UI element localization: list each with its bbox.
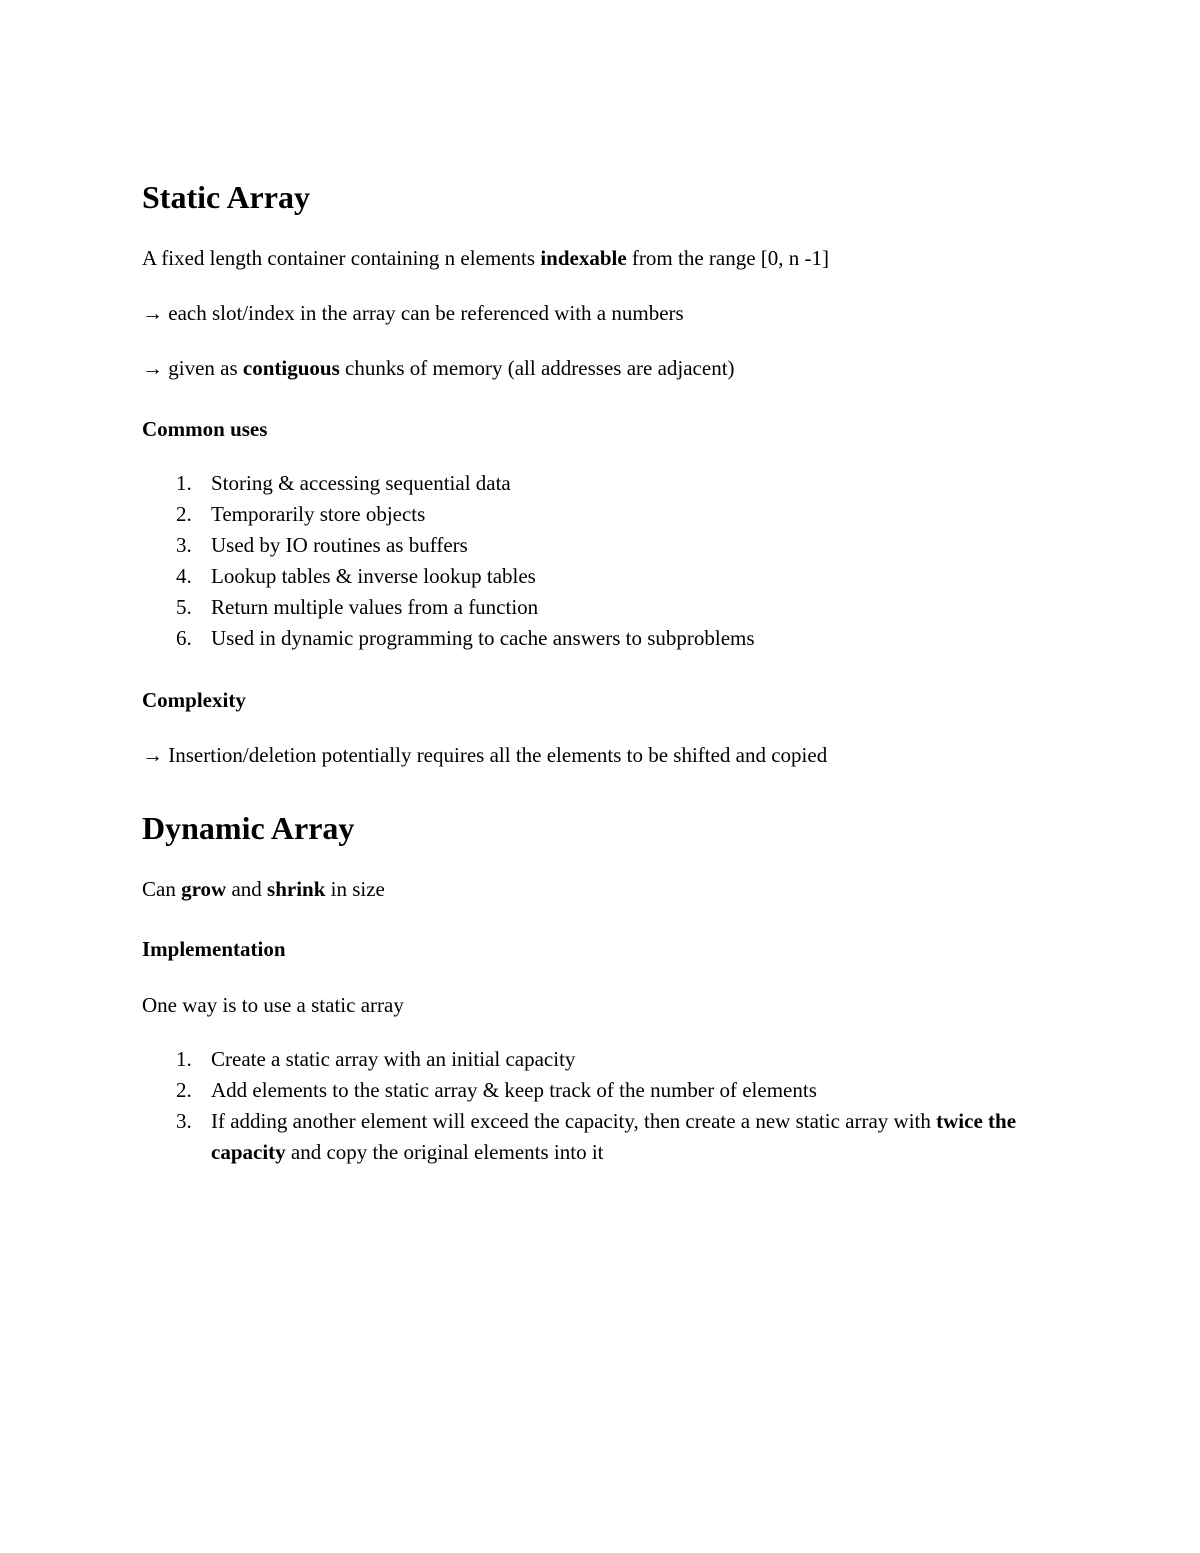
- static-array-note-contiguous: → given as contiguous chunks of memory (all addresses are adjacent): [142, 356, 735, 380]
- static-array-note-index: → each slot/index in the array can be referenced with a numbers: [142, 301, 684, 325]
- list-item: 1. Create a static array with an initial capacity: [176, 1047, 576, 1071]
- list-item: 5. Return multiple values from a function: [176, 595, 539, 619]
- static-array-definition: A fixed length container containing n elements indexable from the range [0, n -1]: [142, 246, 830, 270]
- list-item: 6. Used in dynamic programming to cache answers to subproblems: [176, 626, 755, 650]
- common-uses-heading: Common uses: [142, 417, 268, 441]
- common-uses-list: [142, 468, 755, 654]
- implementation-steps-list: [142, 1044, 1031, 1168]
- list-item: 4. Lookup tables & inverse lookup tables: [176, 564, 536, 588]
- dynamic-array-summary: Can grow and shrink in size: [142, 877, 385, 901]
- implementation-intro: One way is to use a static array: [142, 993, 404, 1017]
- list-item: 2. Add elements to the static array & keep track of the number of elements: [176, 1078, 817, 1102]
- dynamic-array-title: Dynamic Array: [142, 810, 355, 846]
- list-item: 1. Storing & accessing sequential data: [176, 471, 511, 495]
- list-item: 3. If adding another element will exceed the capacity, then create a new static array with twice the capacity and copy the original elements into it: [176, 1109, 1017, 1164]
- list-item: 3. Used by IO routines as buffers: [176, 533, 468, 557]
- static-array-title: Static Array: [142, 179, 310, 215]
- complexity-text: → Insertion/deletion potentially requires all the elements to be shifted and copied: [142, 743, 828, 767]
- implementation-heading: Implementation: [142, 937, 286, 961]
- complexity-heading: Complexity: [142, 688, 246, 712]
- list-item: 2. Temporarily store objects: [176, 502, 426, 526]
